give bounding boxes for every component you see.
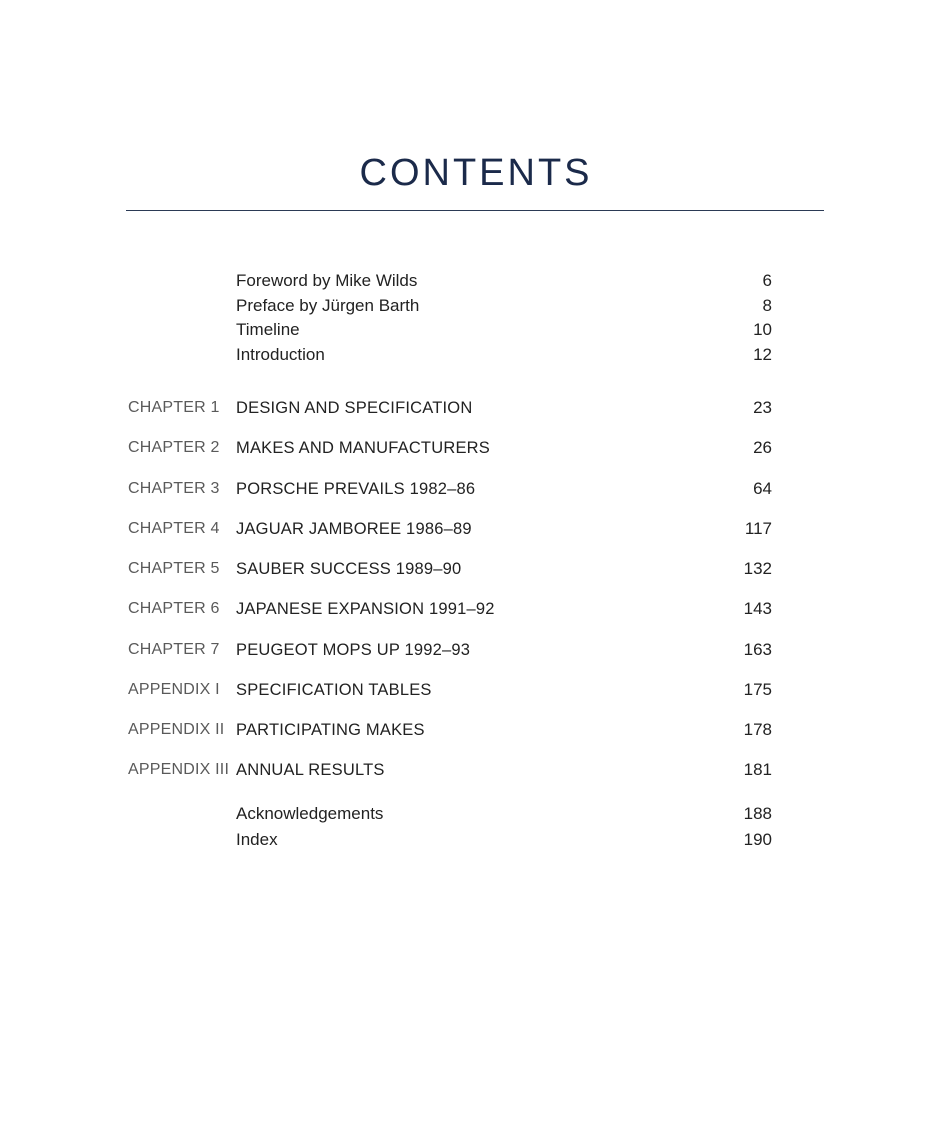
toc-chapter-7[interactable] — [0, 638, 930, 662]
toc-entry-title: Acknowledgements — [236, 804, 384, 823]
toc-entry-acknowledgements[interactable] — [0, 802, 930, 826]
toc-chapter-label: CHAPTER 7 — [128, 641, 220, 658]
toc-page-number: 23 — [753, 398, 772, 417]
toc-entry-title: JAGUAR JAMBOREE 1986–89 — [236, 520, 472, 538]
toc-chapter-5[interactable] — [0, 557, 930, 581]
toc-entry-index[interactable] — [0, 828, 930, 852]
toc-page-number: 188 — [743, 804, 772, 823]
toc-entry-title: Index — [236, 830, 278, 849]
toc-entry-foreword[interactable] — [0, 269, 930, 293]
toc-entry-title: JAPANESE EXPANSION 1991–92 — [236, 600, 495, 618]
toc-appendix-3[interactable] — [0, 758, 930, 782]
toc-appendix-2[interactable] — [0, 718, 930, 742]
toc-chapter-label: APPENDIX II — [128, 721, 225, 738]
toc-page-number: 181 — [743, 760, 772, 779]
toc-entry-introduction[interactable] — [0, 343, 930, 367]
toc-chapter-2[interactable] — [0, 436, 930, 460]
toc-entry-preface[interactable] — [0, 294, 930, 318]
toc-entry-title: Timeline — [236, 320, 300, 339]
toc-page-number: 64 — [753, 479, 772, 498]
toc-entry-title: PORSCHE PREVAILS 1982–86 — [236, 480, 476, 498]
toc-chapter-label: CHAPTER 6 — [128, 600, 220, 617]
toc-page-number: 178 — [743, 720, 772, 739]
toc-entry-timeline[interactable] — [0, 318, 930, 342]
toc-entry-title: PEUGEOT MOPS UP 1992–93 — [236, 641, 471, 659]
toc-chapter-6[interactable] — [0, 597, 930, 621]
toc-entry-title: SPECIFICATION TABLES — [236, 681, 432, 699]
toc-page-number: 143 — [743, 599, 772, 618]
toc-chapter-4[interactable] — [0, 517, 930, 541]
toc-page-number: 117 — [744, 519, 772, 538]
toc-entry-title: SAUBER SUCCESS 1989–90 — [236, 560, 462, 578]
toc-page-number: 8 — [762, 296, 772, 315]
toc-entry-title: PARTICIPATING MAKES — [236, 721, 425, 739]
toc-entry-title: Introduction — [236, 345, 325, 364]
toc-page-number: 10 — [753, 320, 772, 339]
toc-chapter-label: APPENDIX III — [128, 761, 230, 778]
toc-page-number: 6 — [762, 271, 772, 290]
toc-page-number: 12 — [753, 345, 772, 364]
toc-page-number: 26 — [753, 438, 772, 457]
toc-entry-title: DESIGN AND SPECIFICATION — [236, 399, 473, 417]
toc-chapter-label: CHAPTER 1 — [128, 399, 220, 416]
page-title: CONTENTS — [359, 152, 593, 194]
toc-entry-title: MAKES AND MANUFACTURERS — [236, 439, 490, 457]
toc-chapter-label: APPENDIX I — [128, 681, 220, 698]
toc-chapter-3[interactable] — [0, 477, 930, 501]
title-divider — [126, 210, 824, 211]
toc-page-number: 132 — [743, 559, 772, 578]
toc-chapter-label: CHAPTER 4 — [128, 520, 220, 537]
toc-appendix-1[interactable] — [0, 678, 930, 702]
toc-chapter-label: CHAPTER 2 — [128, 439, 220, 456]
toc-entry-title: Preface by Jürgen Barth — [236, 296, 420, 315]
toc-chapter-1[interactable] — [0, 396, 930, 420]
toc-entry-title: Foreword by Mike Wilds — [236, 271, 418, 290]
toc-page-number: 163 — [743, 640, 772, 659]
toc-chapter-label: CHAPTER 5 — [128, 560, 220, 577]
toc-page-number: 175 — [743, 680, 772, 699]
toc-page-number: 190 — [743, 830, 772, 849]
toc-chapter-label: CHAPTER 3 — [128, 480, 220, 497]
toc-entry-title: ANNUAL RESULTS — [236, 761, 385, 779]
